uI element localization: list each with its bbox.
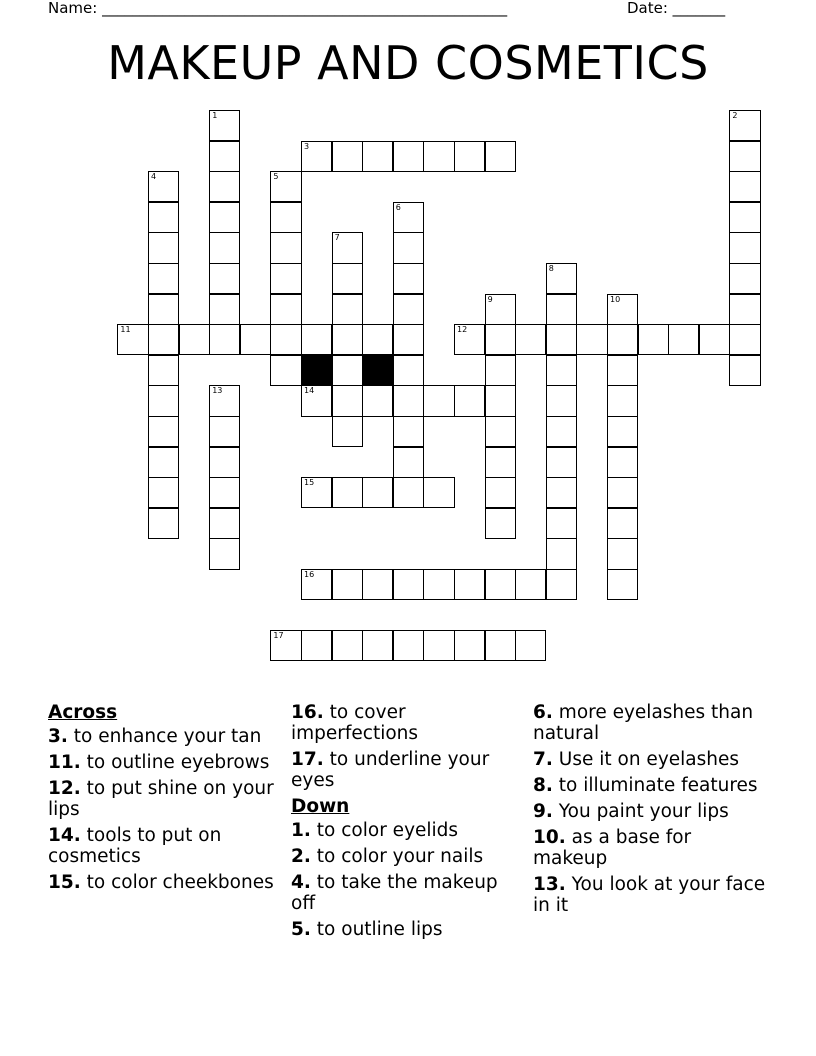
grid-cell[interactable] — [332, 355, 363, 386]
clue-item — [533, 775, 768, 796]
grid-cell[interactable] — [148, 232, 179, 263]
grid-cell[interactable] — [423, 477, 454, 508]
grid-cell[interactable] — [393, 355, 424, 386]
clue-item — [291, 820, 526, 841]
grid-cell[interactable] — [332, 263, 363, 294]
clue-text: to outline lips — [316, 919, 443, 940]
clue-number: 16. — [291, 702, 324, 723]
grid-cell[interactable] — [209, 508, 240, 539]
grid-cell[interactable] — [209, 477, 240, 508]
clue-text: to put shine on your lips — [48, 778, 274, 820]
grid-cell[interactable] — [362, 141, 393, 172]
grid-cell[interactable] — [454, 141, 485, 172]
grid-cell[interactable] — [423, 141, 454, 172]
grid-cell[interactable] — [607, 508, 638, 539]
grid-cell[interactable] — [117, 324, 148, 355]
clue-number-label: 3 — [304, 141, 310, 151]
grid-cell[interactable] — [332, 294, 363, 325]
grid-cell[interactable] — [485, 630, 516, 661]
grid-cell[interactable] — [209, 202, 240, 233]
grid-cell[interactable] — [607, 355, 638, 386]
grid-cell[interactable] — [546, 447, 577, 478]
grid-cell[interactable] — [485, 508, 516, 539]
grid-cell[interactable] — [332, 416, 363, 447]
grid-cell[interactable] — [485, 447, 516, 478]
grid-cell[interactable] — [729, 355, 760, 386]
grid-cell[interactable] — [332, 141, 363, 172]
grid-cell[interactable] — [546, 355, 577, 386]
grid-cell[interactable] — [209, 538, 240, 569]
grid-cell[interactable] — [546, 294, 577, 325]
grid-cell[interactable] — [148, 477, 179, 508]
grid-cell[interactable] — [393, 232, 424, 263]
clue-item — [291, 702, 526, 744]
grid-block — [362, 355, 393, 386]
clue-number: 5. — [291, 919, 311, 940]
grid-cell[interactable] — [729, 324, 760, 355]
grid-cell[interactable] — [270, 171, 301, 202]
grid-cell[interactable] — [362, 324, 393, 355]
clue-text: to underline your eyes — [291, 749, 490, 791]
grid-cell[interactable] — [393, 202, 424, 233]
grid-cell[interactable] — [699, 324, 730, 355]
grid-cell[interactable] — [362, 569, 393, 600]
grid-cell[interactable] — [332, 385, 363, 416]
clue-number: 3. — [48, 726, 68, 747]
date-field: Date: _______ — [627, 0, 726, 17]
grid-cell[interactable] — [485, 294, 516, 325]
grid-cell[interactable] — [148, 355, 179, 386]
clue-item — [533, 827, 768, 869]
grid-cell[interactable] — [454, 385, 485, 416]
clue-number-label: 17 — [273, 631, 284, 641]
clue-text: as a base for makeup — [533, 827, 692, 869]
clue-number-label: 11 — [120, 325, 131, 335]
grid-cell[interactable] — [729, 263, 760, 294]
grid-cell[interactable] — [301, 385, 332, 416]
grid-cell[interactable] — [607, 447, 638, 478]
clue-number: 2. — [291, 846, 311, 867]
grid-cell[interactable] — [209, 141, 240, 172]
grid-cell[interactable] — [546, 569, 577, 600]
grid-cell[interactable] — [515, 324, 546, 355]
clue-number-label: 12 — [457, 325, 468, 335]
grid-cell[interactable] — [393, 569, 424, 600]
grid-cell[interactable] — [546, 538, 577, 569]
grid-cell[interactable] — [393, 477, 424, 508]
grid-cell[interactable] — [148, 294, 179, 325]
grid-cell[interactable] — [332, 569, 363, 600]
grid-cell[interactable] — [209, 294, 240, 325]
grid-cell[interactable] — [179, 324, 210, 355]
grid-cell[interactable] — [485, 355, 516, 386]
clue-item — [533, 801, 768, 822]
grid-cell[interactable] — [332, 630, 363, 661]
grid-cell[interactable] — [209, 171, 240, 202]
grid-cell[interactable] — [729, 141, 760, 172]
grid-cell[interactable] — [393, 141, 424, 172]
grid-cell[interactable] — [270, 355, 301, 386]
grid-cell[interactable] — [270, 630, 301, 661]
clue-text: tools to put on cosmetics — [48, 825, 222, 867]
clue-text: You paint your lips — [558, 801, 729, 822]
grid-cell[interactable] — [607, 324, 638, 355]
grid-cell[interactable] — [729, 294, 760, 325]
clue-number-label: 8 — [548, 264, 554, 273]
grid-cell[interactable] — [362, 477, 393, 508]
grid-cell[interactable] — [148, 324, 179, 355]
grid-cell[interactable] — [485, 416, 516, 447]
grid-cell[interactable] — [393, 324, 424, 355]
clue-text: to color your nails — [316, 846, 484, 867]
clue-text: You look at your face in it — [533, 874, 766, 916]
grid-cell[interactable] — [515, 569, 546, 600]
grid-cell[interactable] — [148, 508, 179, 539]
grid-cell[interactable] — [301, 324, 332, 355]
grid-cell[interactable] — [209, 324, 240, 355]
clue-number-label: 15 — [304, 478, 315, 488]
clue-number-label: 13 — [212, 386, 223, 396]
grid-cell[interactable] — [148, 447, 179, 478]
clue-item — [533, 702, 768, 744]
clue-item — [291, 919, 526, 940]
grid-cell[interactable] — [423, 385, 454, 416]
grid-cell[interactable] — [423, 569, 454, 600]
grid-cell[interactable] — [485, 141, 516, 172]
clue-number: 7. — [533, 749, 553, 770]
grid-cell[interactable] — [393, 630, 424, 661]
clue-number-label: 9 — [487, 294, 493, 304]
clue-number: 12. — [48, 778, 81, 799]
clue-number-label: 6 — [395, 202, 401, 212]
clue-number: 8. — [533, 775, 553, 796]
grid-cell[interactable] — [638, 324, 669, 355]
clue-text: to outline eyebrows — [86, 752, 270, 773]
clue-item — [291, 846, 526, 867]
grid-cell[interactable] — [546, 477, 577, 508]
grid-cell[interactable] — [485, 477, 516, 508]
grid-cell[interactable] — [209, 263, 240, 294]
grid-cell[interactable] — [729, 232, 760, 263]
clue-number-label: 1 — [212, 111, 218, 120]
clue-item — [48, 825, 283, 867]
grid-cell[interactable] — [148, 416, 179, 447]
clue-text: to illuminate features — [558, 775, 758, 796]
grid-cell[interactable] — [607, 569, 638, 600]
grid-cell[interactable] — [546, 508, 577, 539]
clue-text: more eyelashes than natural — [533, 702, 754, 744]
grid-cell[interactable] — [729, 171, 760, 202]
grid-block — [301, 355, 332, 386]
grid-cell[interactable] — [301, 630, 332, 661]
grid-cell[interactable] — [485, 569, 516, 600]
grid-cell[interactable] — [576, 324, 607, 355]
grid-cell[interactable] — [393, 385, 424, 416]
clue-column-3 — [533, 702, 768, 921]
clue-item — [533, 874, 768, 916]
page-title: MAKEUP AND COSMETICS — [107, 36, 709, 90]
grid-cell[interactable] — [546, 385, 577, 416]
clue-text: to take the makeup off — [291, 872, 498, 914]
grid-cell[interactable] — [209, 385, 240, 416]
grid-cell[interactable] — [546, 416, 577, 447]
grid-cell[interactable] — [270, 232, 301, 263]
grid-cell[interactable] — [148, 171, 179, 202]
grid-cell[interactable] — [729, 110, 760, 141]
grid-cell[interactable] — [301, 569, 332, 600]
grid-cell[interactable] — [485, 324, 516, 355]
grid-cell[interactable] — [209, 447, 240, 478]
clue-column-2 — [291, 702, 526, 945]
grid-cell[interactable] — [546, 263, 577, 294]
grid-cell[interactable] — [362, 385, 393, 416]
grid-cell[interactable] — [332, 232, 363, 263]
grid-cell[interactable] — [485, 385, 516, 416]
clue-item — [291, 749, 526, 791]
grid-cell[interactable] — [393, 416, 424, 447]
clue-item — [48, 872, 283, 893]
grid-cell[interactable] — [209, 232, 240, 263]
clue-column-1 — [48, 702, 283, 898]
grid-cell[interactable] — [423, 630, 454, 661]
grid-cell[interactable] — [270, 263, 301, 294]
clue-text: Use it on eyelashes — [558, 749, 740, 770]
grid-cell[interactable] — [301, 141, 332, 172]
clue-number: 10. — [533, 827, 566, 848]
clue-number-label: 5 — [273, 172, 279, 182]
grid-cell[interactable] — [148, 385, 179, 416]
clue-number-label: 14 — [304, 386, 315, 396]
clue-text: to enhance your tan — [73, 726, 262, 747]
grid-cell[interactable] — [270, 202, 301, 233]
clue-number: 4. — [291, 872, 311, 893]
grid-cell[interactable] — [454, 630, 485, 661]
clue-text: to color eyelids — [316, 820, 459, 841]
clue-number-label: 16 — [304, 570, 315, 579]
grid-cell[interactable] — [148, 263, 179, 294]
grid-cell[interactable] — [515, 630, 546, 661]
grid-cell[interactable] — [362, 630, 393, 661]
clue-item — [533, 749, 768, 770]
grid-cell[interactable] — [332, 477, 363, 508]
clue-item — [48, 778, 283, 820]
grid-cell[interactable] — [607, 294, 638, 325]
clue-number: 15. — [48, 872, 81, 893]
clue-number-label: 2 — [732, 111, 738, 120]
clue-item — [48, 726, 283, 747]
grid-cell[interactable] — [607, 416, 638, 447]
grid-cell[interactable] — [209, 110, 240, 141]
grid-cell[interactable] — [454, 569, 485, 600]
down-heading: Down — [291, 796, 350, 817]
grid-cell[interactable] — [546, 324, 577, 355]
clue-item — [48, 752, 283, 773]
grid-cell[interactable] — [393, 263, 424, 294]
grid-cell[interactable] — [209, 416, 240, 447]
clue-number: 14. — [48, 825, 81, 846]
clue-number: 13. — [533, 874, 566, 895]
grid-cell[interactable] — [301, 477, 332, 508]
clue-number: 6. — [533, 702, 553, 723]
grid-cell[interactable] — [393, 447, 424, 478]
clue-text: to cover imperfections — [291, 702, 419, 744]
grid-cell[interactable] — [240, 324, 271, 355]
grid-cell[interactable] — [668, 324, 699, 355]
grid-cell[interactable] — [332, 324, 363, 355]
grid-cell[interactable] — [270, 324, 301, 355]
clue-number-label: 7 — [334, 233, 340, 243]
grid-cell[interactable] — [607, 538, 638, 569]
name-field: Name: ______________________________________________________ — [48, 0, 508, 17]
grid-cell[interactable] — [148, 202, 179, 233]
grid-cell[interactable] — [607, 385, 638, 416]
clue-number: 1. — [291, 820, 311, 841]
grid-cell[interactable] — [454, 324, 485, 355]
clue-number-label: 10 — [610, 294, 621, 304]
clue-number: 9. — [533, 801, 553, 822]
across-heading: Across — [48, 702, 118, 723]
grid-cell[interactable] — [270, 294, 301, 325]
clue-text: to color cheekbones — [86, 872, 274, 893]
clue-number: 17. — [291, 749, 324, 770]
grid-cell[interactable] — [393, 294, 424, 325]
grid-cell[interactable] — [607, 477, 638, 508]
grid-cell[interactable] — [729, 202, 760, 233]
clue-number-label: 4 — [151, 172, 157, 182]
clue-number: 11. — [48, 752, 81, 773]
clue-item — [291, 872, 526, 914]
